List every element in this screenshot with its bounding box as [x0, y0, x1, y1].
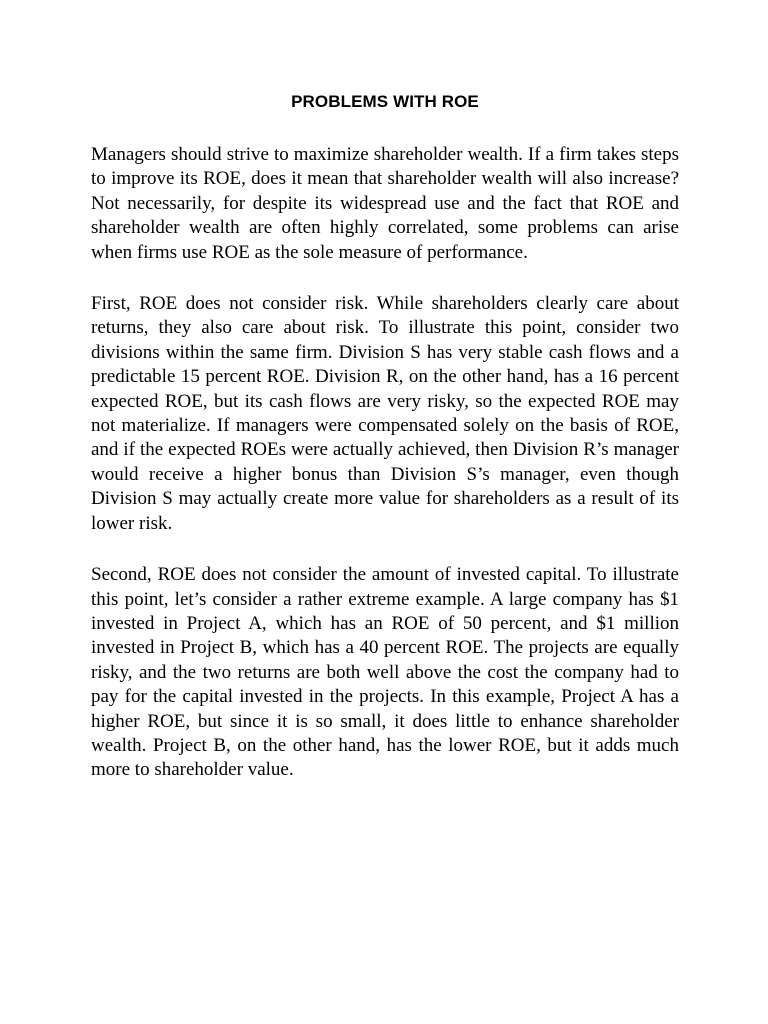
paragraph-risk: First, ROE does not consider risk. While shareholders clearly care about returns, they also care about risk. To illustrate this point, consider two divisions within the same firm. Division S has very stable cash flows and a predictable 15 percent ROE. Division R, on the other hand, has a 16 percent expected ROE, but its cash flows are very risky, so the expected ROE may not materialize. If managers were compensated solely on the basis of ROE, and if the expected ROEs were actually achieved, then Division R’s manager would receive a higher bonus than Division S’s manager, even though Division S may actually create more value for shareholders as a result of its lower risk.	[91, 293, 679, 534]
paragraph-intro: Managers should strive to maximize shareholder wealth. If a firm takes steps to improve its ROE, does it mean that shareholder wealth will also increase? Not necessarily, for despite its widespread use and the fact that ROE and shareholder wealth are often highly correlated, some problems can arise when firms use ROE as the sole measure of performance.	[91, 144, 679, 263]
page-title: PROBLEMS WITH ROE	[291, 92, 479, 111]
paragraph-invested-capital: Second, ROE does not consider the amount of invested capital. To illustrate this point, let’s consider a rather extreme example. A large company has $1 invested in Project A, which has an ROE of 50 percent, and $1 million invested in Project B, which has a 40 percent ROE. The projects are equally risky, and the two returns are both well above the cost the company had to pay for the capital invested in the projects. In this example, Project A has a higher ROE, but since it is so small, it does little to enhance shareholder wealth. Project B, on the other hand, has the lower ROE, but it adds much more to shareholder value.	[91, 564, 679, 781]
document-page	[91, 90, 679, 810]
